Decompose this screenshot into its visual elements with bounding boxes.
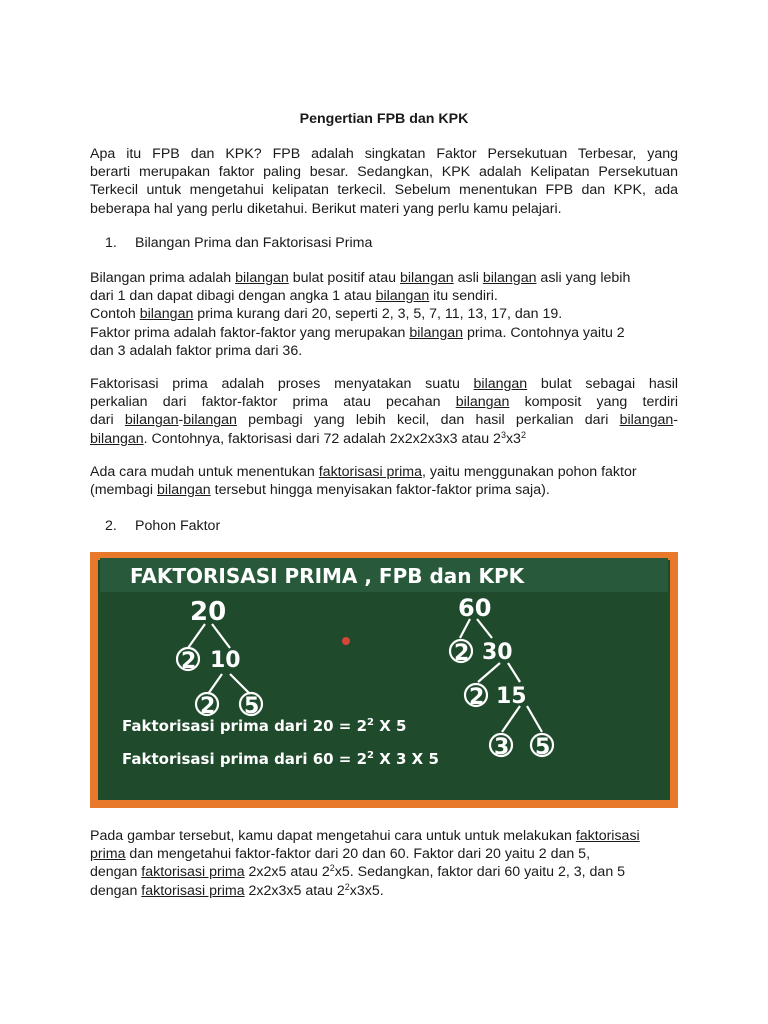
tree-60-prime-2: 2 [469,685,485,710]
text-line: dengan faktorisasi prima 2x2x3x5 atau $2^2x3x5$. [90,881,384,899]
chalk-dot [342,637,350,645]
factor-tree-image [90,552,678,808]
paragraph-bilangan-prima [90,269,678,360]
intro-line: Terkecil untuk mengetahui kelipatan terkecil. Sebelum menentukan FPB dan KPK, ada [90,182,678,199]
paragraph-figure-explanation [90,827,678,900]
bilangan-link[interactable]: bilangan [619,412,674,429]
tree-60-leaf-b: 5 [535,735,551,760]
text-line: dengan faktorisasi prima 2x2x5 atau $2^2x5$. Sedangkan, faktor dari 60 yaitu 2, 3, dan 5 [90,863,626,881]
bilangan-link[interactable]: bilangan [90,430,144,447]
list-number: 2. [105,518,117,534]
tree-20-prime: 2 [181,649,197,674]
list-number: 1. [105,235,117,251]
tree-20-rest: 10 [210,648,241,673]
bilangan-link[interactable]: bilangan [375,288,430,305]
bilangan-link[interactable]: bilangan [473,376,528,392]
faktorisasi-prima-link[interactable]: faktorisasi prima [141,864,245,881]
tree-60-prime: 2 [454,641,470,666]
bilangan-link[interactable]: bilangan [157,482,211,499]
tree-60-leaf-a: 3 [494,735,510,760]
faktorisasi-prima-link[interactable]: faktorisasi prima [318,464,423,480]
factorization-60: Faktorisasi prima dari $60 = 2^2$ X 3 X 5 [122,750,439,768]
faktorisasi-prima-link[interactable]: prima [90,846,126,863]
faktorisasi-prima-link[interactable]: faktorisasi prima [141,882,245,899]
bilangan-link[interactable]: bilangan [183,412,237,429]
factor-tree-drawing [90,552,678,808]
text-line: Pada gambar tersebut, kamu dapat mengetahui cara untuk untuk melakukan faktorisasi [90,828,640,844]
tree-60-rest: 30 [482,640,513,665]
tree-20-root: 20 [190,597,227,627]
bilangan-link[interactable]: bilangan [139,306,194,323]
text-line: (membagi bilangan tersebut hingga menyisakan faktor-faktor prima saja). [90,482,550,499]
paragraph-faktorisasi-prima [90,375,678,448]
bilangan-link[interactable]: bilangan [400,270,454,286]
factorization-20: Faktorisasi prima dari $20 = 2^2$ X 5 [122,717,407,735]
intro-paragraph [90,145,678,218]
text-line: dari 1 dan dapat dibagi dengan angka 1 atau bilangan itu sendiri. [90,288,498,305]
text-line: Faktor prima adalah faktor-faktor yang merupakan bilangan prima. Contohnya yaitu 2 [90,324,625,341]
page-title: Pengertian FPB dan KPK [299,111,469,127]
faktorisasi-prima-link[interactable]: faktorisasi [575,828,640,844]
bilangan-link[interactable]: bilangan [482,270,537,286]
text-line: dari bilangan-bilangan pembagi yang lebih kecil, dan hasil perkalian dari bilangan- [90,412,678,429]
bilangan-link[interactable]: bilangan [455,394,510,411]
text-line: bilangan. Contohnya, faktorisasi dari 72 adalah 2x2x2x3x3 atau $2^3x3^2$ [90,429,526,447]
paragraph-pohon-faktor-intro [90,463,678,499]
text-line: dan 3 adalah faktor prima dari 36. [90,342,303,359]
banner-title: FAKTORISASI PRIMA , FPB dan KPK [130,564,525,588]
text-line: Faktorisasi prima adalah proses menyatakan suatu bilangan bulat sebagai hasil [90,376,678,392]
tree-60-rest-2: 15 [496,684,527,709]
text-line: Ada cara mudah untuk menentukan faktorisasi prima, yaitu menggunakan pohon faktor [90,464,637,480]
intro-line: beberapa hal yang perlu diketahui. Berikut materi yang perlu kamu pelajari. [90,200,562,217]
text-line: Bilangan prima adalah bilangan bulat positif atau bilangan asli bilangan asli yang lebih [90,270,631,286]
tree-60-root: 60 [458,594,492,622]
intro-line: berarti merupakan faktor paling besar. Sedangkan, KPK adalah Kelipatan Persekutuan [90,164,678,181]
bilangan-link[interactable]: bilangan [235,270,289,286]
section-heading-text: Pohon Faktor [135,518,221,534]
bilangan-link[interactable]: bilangan [124,412,179,429]
text-line: prima dan mengetahui faktor-faktor dari 20 dan 60. Faktor dari 20 yaitu 2 dan 5, [90,846,591,863]
tree-60-branches [460,619,542,732]
tree-20-leaf-a: 2 [200,694,216,719]
section-heading-text: Bilangan Prima dan Faktorisasi Prima [135,235,373,251]
intro-line: Apa itu FPB dan KPK? FPB adalah singkatan Faktor Persekutuan Terbesar, yang [90,146,678,162]
text-line: perkalian dari faktor-faktor prima atau pecahan bilangan komposit yang terdiri [90,394,678,411]
text-line: Contoh bilangan prima kurang dari 20, seperti 2, 3, 5, 7, 11, 13, 17, dan 19. [90,306,563,323]
tree-20-leaf-b: 5 [244,694,260,719]
bilangan-link[interactable]: bilangan [409,324,464,341]
